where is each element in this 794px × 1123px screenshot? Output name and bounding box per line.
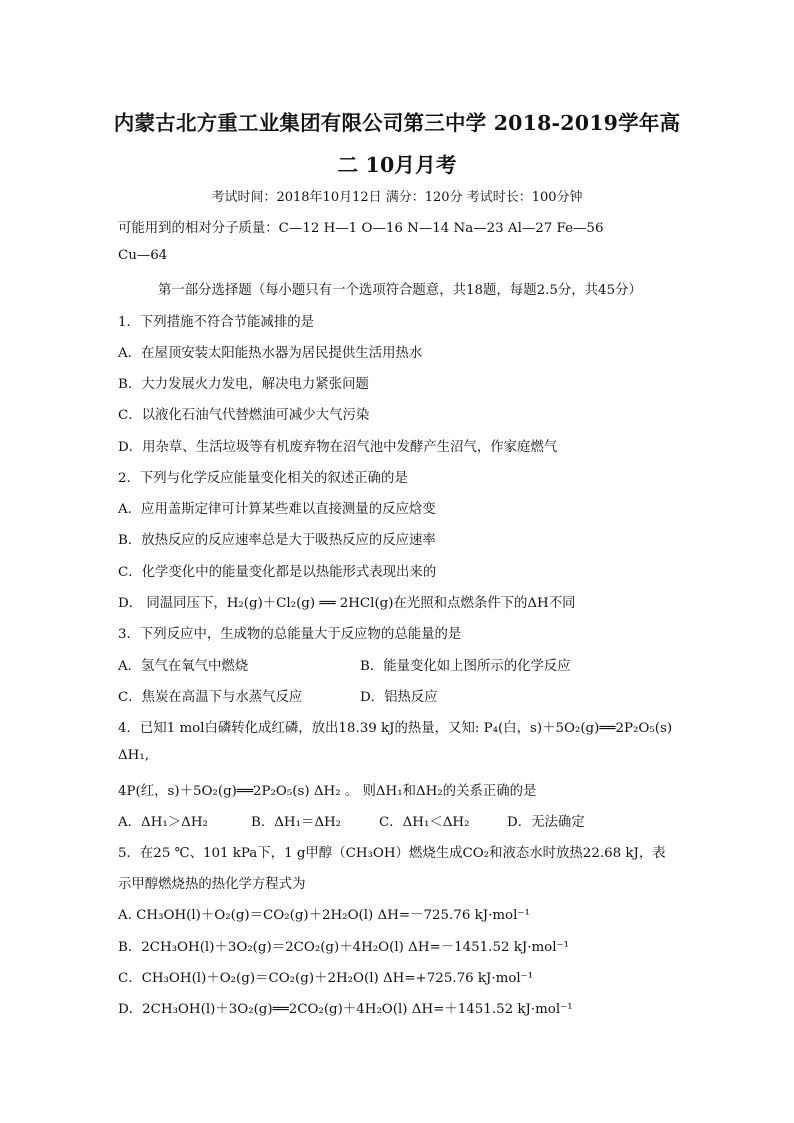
question-3-stem: 3．下列反应中，生成物的总能量大于反应物的总能量的是 xyxy=(118,627,462,642)
question-1-option-b: B．大力发展火力发电，解决电力紧张问题 xyxy=(118,377,369,392)
question-5-option-c: C．CH₃OH(l)＋O₂(g)＝CO₂(g)＋2H₂O(l) ΔH=+725.76 kJ·mol⁻¹ xyxy=(118,971,534,986)
atomic-masses-line2: Cu—64 xyxy=(118,248,168,263)
question-2-stem: 2．下列与化学反应能量变化相关的叙述正确的是 xyxy=(118,471,408,486)
section-header: 第一部分选择题（每小题只有一个选项符合题意，共18题，每题2.5分，共45分） xyxy=(158,283,642,298)
question-1-stem: 1．下列措施不符合节能减排的是 xyxy=(118,315,314,330)
question-1-option-d: D．用杂草、生活垃圾等有机废弃物在沼气池中发酵产生沼气，作家庭燃气 xyxy=(118,440,558,455)
question-4-stem-line3: 4P(红，s)＋5O₂(g)══2P₂O₅(s) ΔH₂ 。 则ΔH₁和ΔH₂的关系正确的是 xyxy=(118,784,537,799)
question-5-stem-line2: 示甲醇燃烧热的热化学方程式为 xyxy=(118,877,306,892)
question-4-option-a: A．ΔH₁＞ΔH₂ xyxy=(118,815,208,830)
question-5-option-a: A. CH₃OH(l)＋O₂(g)＝CO₂(g)＋2H₂O(l) ΔH=－725.76 kJ·mol⁻¹ xyxy=(118,908,530,923)
question-2-option-d: D． 同温同压下，H₂(g)＋Cl₂(g) ══ 2HCl(g)在光照和点燃条件下的ΔH不同 xyxy=(118,596,576,611)
doc-title-line1: 内蒙古北方重工业集团有限公司第三中学 2018-2019学年高 xyxy=(113,111,681,135)
question-3-option-d: D．铝热反应 xyxy=(360,690,438,705)
question-1-option-a: A．在屋顶安装太阳能热水器为居民提供生活用热水 xyxy=(118,346,423,361)
question-1-option-c: C．以液化石油气代替燃油可减少大气污染 xyxy=(118,408,370,423)
question-2-option-b: B．放热反应的反应速率总是大于吸热反应的反应速率 xyxy=(118,533,436,548)
question-3-option-a: A．氢气在氧气中燃烧 xyxy=(118,659,249,674)
atomic-masses-line1: 可能用到的相对分子质量：C—12 H—1 O—16 N—14 Na—23 Al—27 Fe—56 xyxy=(118,221,604,236)
question-4-stem-line2: ΔH₁, xyxy=(118,748,149,763)
question-2-option-a: A．应用盖斯定律可计算某些难以直接测量的反应焓变 xyxy=(118,502,436,517)
doc-title-line2: 二 10月月考 xyxy=(337,153,457,177)
question-3-option-c: C．焦炭在高温下与水蒸气反应 xyxy=(118,690,303,705)
question-3-option-b: B．能量变化如上图所示的化学反应 xyxy=(360,659,571,674)
exam-info: 考试时间：2018年10月12日 满分：120分 考试时长：100分钟 xyxy=(211,190,583,205)
question-4-stem-line1: 4．已知1 mol白磷转化成红磷，放出18.39 kJ的热量，又知: P₄(白，s)＋5O₂(g)══2P₂O₅(s) xyxy=(118,721,673,736)
question-2-option-c: C．化学变化中的能量变化都是以热能形式表现出来的 xyxy=(118,565,437,580)
question-5-option-b: B．2CH₃OH(l)＋3O₂(g)＝2CO₂(g)＋4H₂O(l) ΔH=－1451.52 kJ·mol⁻¹ xyxy=(118,940,569,955)
question-5-stem-line1: 5．在25 ℃、101 kPa下，1 g甲醇（CH₃OH）燃烧生成CO₂和液态水时放热22.68 kJ，表 xyxy=(118,846,666,861)
question-5-option-d: D．2CH₃OH(l)＋3O₂(g)══2CO₂(g)＋4H₂O(l) ΔH=＋1451.52 kJ·mol⁻¹ xyxy=(118,1002,573,1017)
question-4-option-c: C．ΔH₁＜ΔH₂ xyxy=(379,815,470,830)
question-4-option-b: B．ΔH₁＝ΔH₂ xyxy=(251,815,342,830)
question-4-option-d: D．无法确定 xyxy=(507,815,585,830)
